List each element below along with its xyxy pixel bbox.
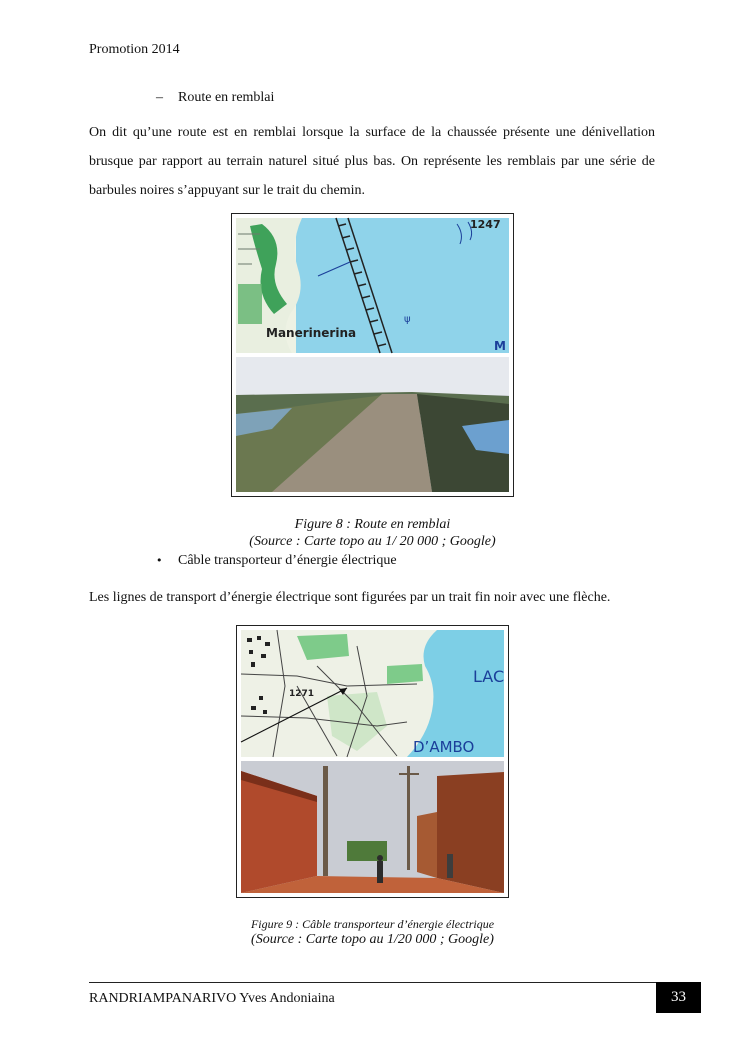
subsection-title: Route en remblai	[178, 90, 275, 105]
footer-divider	[89, 982, 656, 983]
map-elevation-label: 1247	[470, 218, 501, 231]
map-lake-label: LAC	[473, 667, 505, 686]
paragraph-cable: Les lignes de transport d’énergie électrique sont figurées par un trait fin noir avec une flèche.	[89, 590, 611, 605]
page-number: 33	[656, 982, 701, 1013]
subsection-title: Câble transporteur d’énergie électrique	[178, 553, 397, 568]
page-header: Promotion 2014	[89, 42, 180, 57]
figure-8-source: (Source : Carte topo au 1/ 20 000 ; Google)	[249, 534, 496, 549]
figure-9-source: (Source : Carte topo au 1/20 000 ; Google)	[251, 932, 494, 947]
figure-8-caption: Figure 8 : Route en remblai	[294, 517, 451, 532]
map-edge-label: M	[494, 339, 506, 353]
subsection-route-en-remblai	[156, 90, 274, 106]
svg-text:ψ: ψ	[404, 314, 411, 325]
figure-9-caption: Figure 9 : Câble transporteur d’énergie électrique	[250, 917, 495, 931]
map-place-label: Manerinerina	[266, 326, 357, 340]
figure-8-image	[232, 214, 513, 496]
footer-author: RANDRIAMPANARIVO Yves Andoniaina	[89, 991, 335, 1006]
figure-9-image	[237, 626, 508, 897]
map-elevation-label: 1271	[289, 689, 315, 699]
subsection-cable-transporteur	[156, 553, 397, 569]
map-place-label: D’AMBO	[413, 738, 475, 756]
bullet-marker: •	[156, 554, 163, 567]
paragraph-remblai: On dit qu’une route est en remblai lorsque la surface de la chaussée présente une dénivellation brusque par rapport au terrain naturel situé plus bas. On représente les remblais par une série de barbules noires s’appuyant sur le trait du chemin.	[89, 125, 655, 198]
figure-8	[231, 213, 514, 497]
figure-9	[236, 625, 509, 898]
dash-marker: –	[156, 90, 163, 105]
